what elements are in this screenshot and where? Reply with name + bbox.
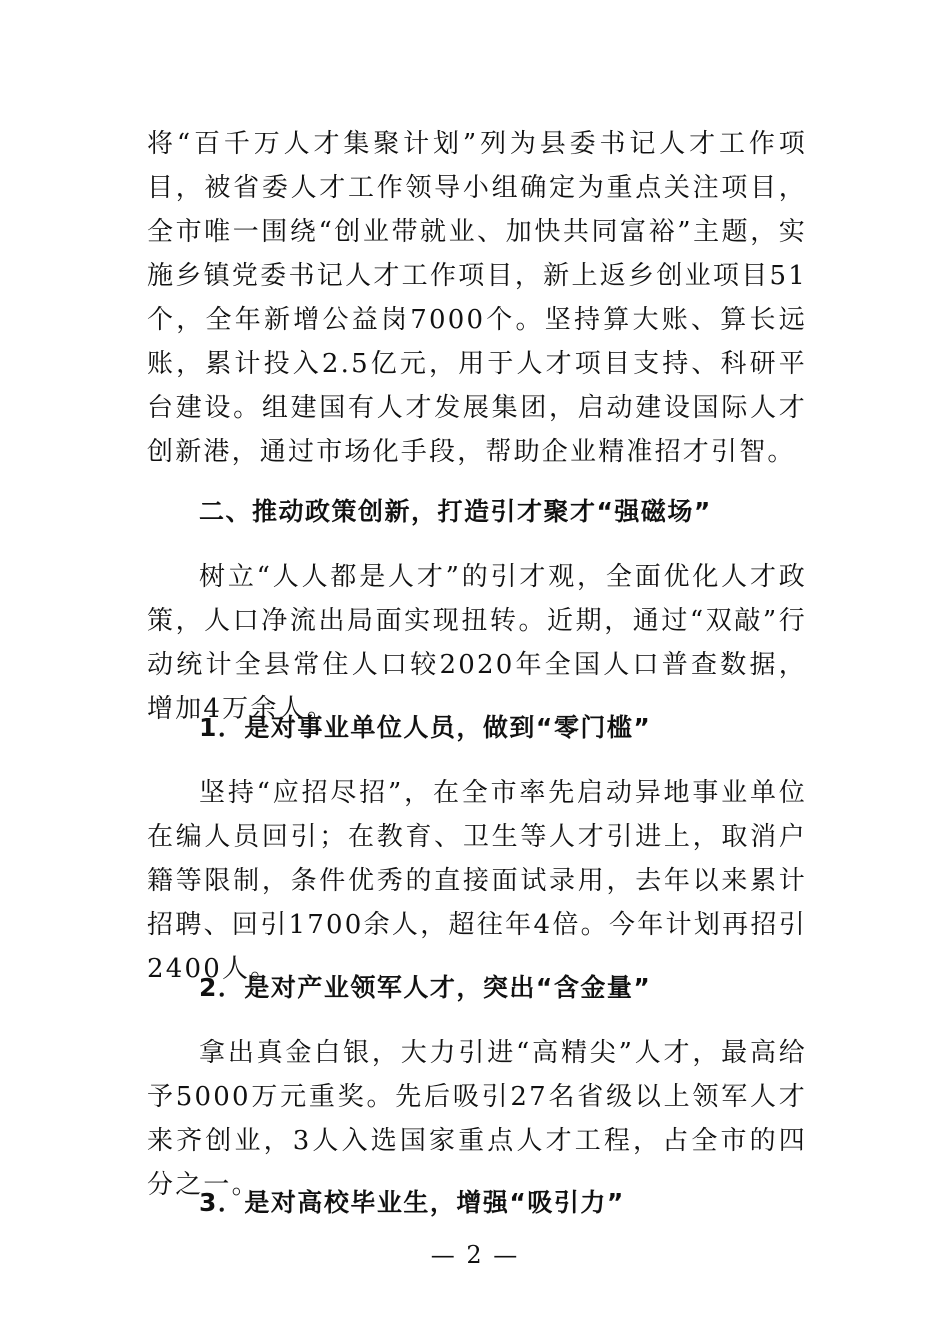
page-number: — 2 — [430, 1241, 520, 1269]
body-paragraph-2: 树立“人人都是人才”的引才观，全面优化人才政策，人口净流出局面实现扭转。近期，通过“双敲”行动统计全县常住人口较2020年全国人口普查数据，增加4万余人。 [147, 562, 807, 724]
body-paragraph-1: 将“百千万人才集聚计划”列为县委书记人才工作项目，被省委人才工作领导小组确定为重点关注项目，全市唯一围绕“创业带就业、加快共同富裕”主题，实施乡镇党委书记人才工作项目，新上返乡创业项目51个，全年新增公益岗7000个。坚持算大账、算长远账，累计投入2.5亿元，用于人才项目支持、科研平台建设。组建国有人才发展集团，启动建设国际人才创新港，通过市场化手段，帮助企业精准招才引智。 [147, 129, 807, 467]
subsection-heading-1: 1．是对事业单位人员，做到“零门槛” [199, 713, 652, 742]
section-heading-2: 二、推动政策创新，打造引才聚才“强磁场” [199, 497, 712, 526]
body-paragraph-3: 坚持“应招尽招”，在全市率先启动异地事业单位在编人员回引；在教育、卫生等人才引进上，取消户籍等限制，条件优秀的直接面试录用，去年以来累计招聘、回引1700余人，超往年4倍。今年计划再招引2400人。 [147, 778, 807, 984]
subsection-heading-2: 2．是对产业领军人才，突出“含金量” [199, 973, 652, 1002]
body-paragraph-4: 拿出真金白银，大力引进“高精尖”人才，最高给予5000万元重奖。先后吸引27名省级以上领军人才来齐创业，3人入选国家重点人才工程，占全市的四分之一。 [147, 1038, 807, 1200]
subsection-heading-3: 3．是对高校毕业生，增强“吸引力” [199, 1188, 625, 1217]
